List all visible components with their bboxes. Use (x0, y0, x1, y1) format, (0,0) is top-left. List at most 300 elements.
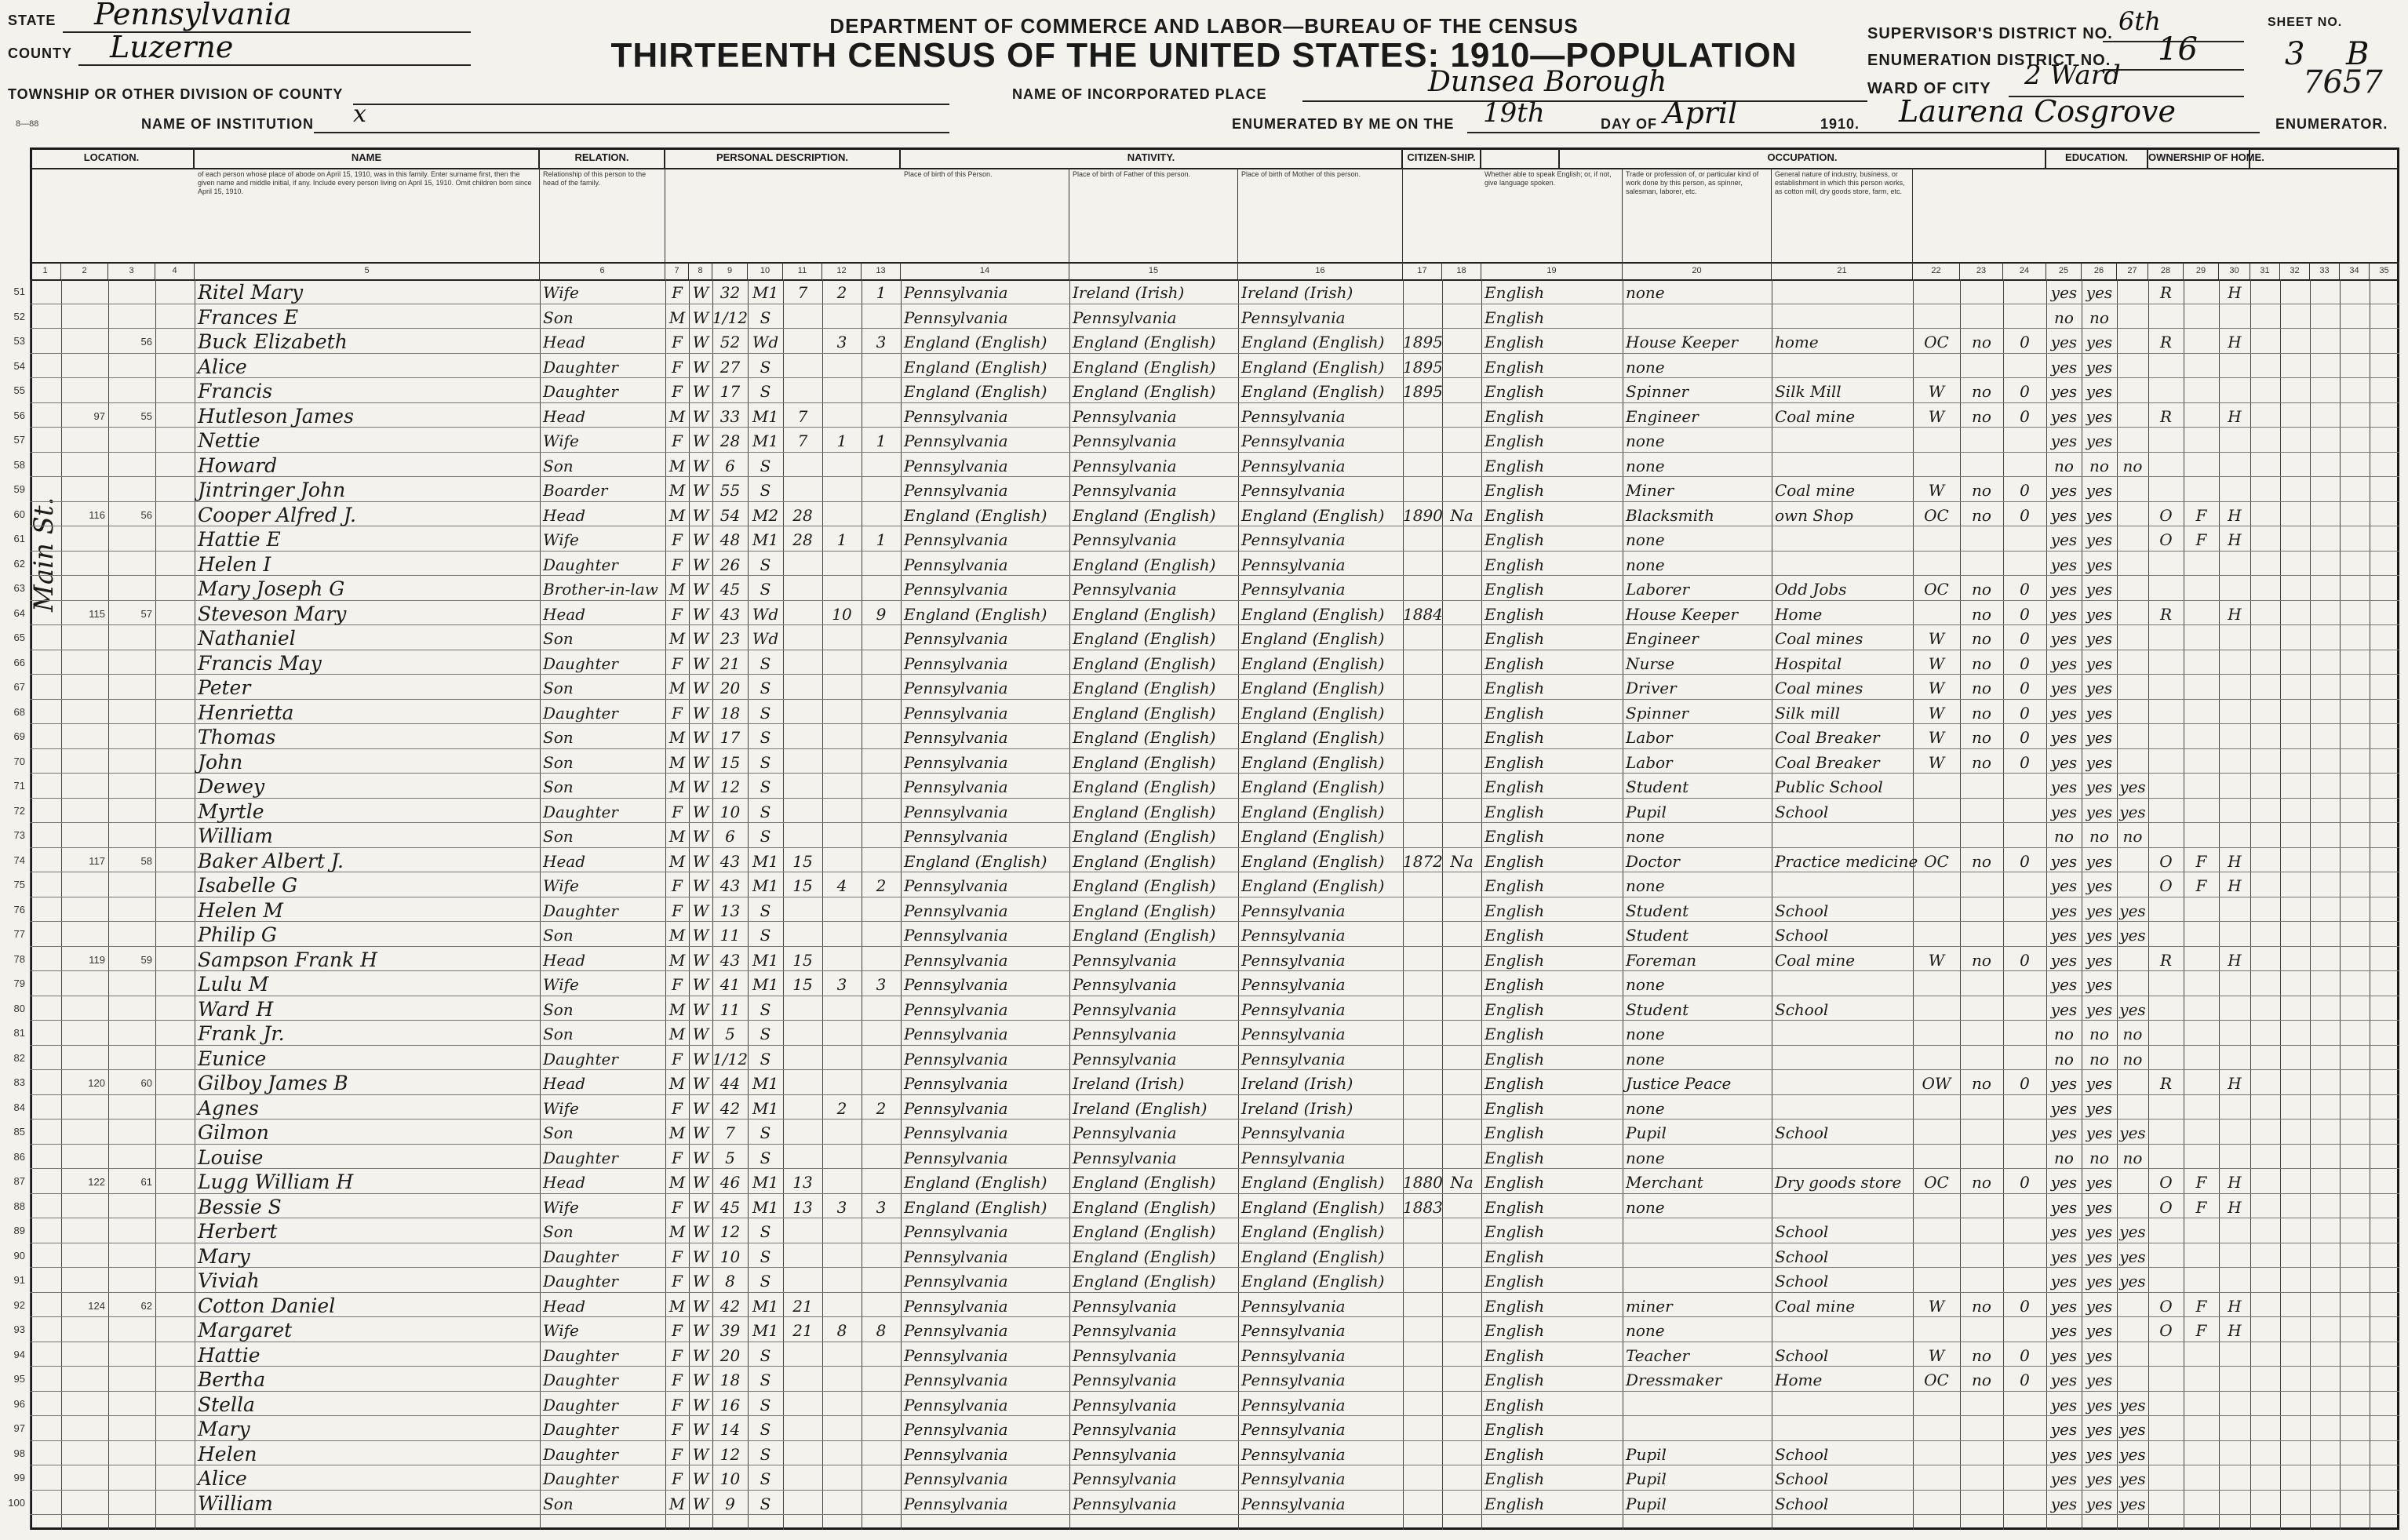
cell-bp: Pennsylvania (904, 703, 1008, 723)
cell-name: Alice (198, 355, 247, 378)
cell-sex: F (672, 1272, 683, 1291)
cell-children-born (822, 947, 862, 971)
cell-age: 52 (719, 333, 741, 351)
cell-trade (1623, 1218, 1772, 1243)
cell-children-born (822, 650, 862, 675)
cell-street (30, 477, 61, 501)
table-row (13, 279, 2399, 304)
cell-dwelling (61, 675, 108, 699)
cell-race: W (692, 679, 709, 697)
enumeration-district-underline (2103, 69, 2244, 71)
cell-lang: English (1485, 1395, 1545, 1414)
cell-bm: England (English) (1241, 1173, 1385, 1192)
cell-weeks (2003, 774, 2046, 798)
cell-marital: M1 (752, 1098, 779, 1118)
cell-farm (2219, 1218, 2250, 1243)
cell-farm (2219, 625, 2250, 650)
cell-years-married (783, 552, 822, 576)
cell-industry: home (1775, 333, 1819, 351)
cell-sex: M (668, 1123, 686, 1142)
cell-name: Henrietta (198, 701, 294, 724)
cell-children-born (822, 1441, 862, 1465)
cell-industry (1772, 1046, 1913, 1070)
cell-relation: Head (543, 1296, 586, 1316)
cell-bm: Pennsylvania (1241, 1444, 1346, 1464)
cell-immig: 1895 (1403, 333, 1443, 351)
cell-children-born (822, 897, 862, 922)
line-number: 76 (13, 903, 25, 916)
cell-bp: Pennsylvania (904, 1074, 1008, 1093)
line-number: 54 (13, 359, 25, 372)
cell-immig (1403, 1046, 1442, 1070)
cell-write: yes (2086, 999, 2113, 1019)
cell-children-living (862, 1070, 901, 1094)
cell-sex: F (672, 975, 683, 994)
line-number: 92 (13, 1298, 25, 1311)
cell-bp: Pennsylvania (904, 283, 1008, 302)
cell-farm (2219, 304, 2250, 329)
cell-years-married (783, 1268, 822, 1292)
enumeration-label: ENUMERATION DISTRICT NO. (1867, 52, 2111, 69)
cell-relation: Wife (543, 283, 579, 302)
cell-immig (1403, 922, 1442, 946)
cell-dwelling: 117 (89, 854, 105, 867)
cell-children-living (862, 1021, 901, 1045)
cell-bm: Pennsylvania (1241, 1395, 1346, 1414)
cell-age: 41 (719, 975, 741, 994)
cell-bp: Pennsylvania (904, 1148, 1008, 1167)
cell-name: Viviah (198, 1269, 260, 1292)
cell-lang: English (1485, 456, 1545, 475)
cell-own (2148, 724, 2184, 748)
cell-bp: Pennsylvania (904, 1444, 1008, 1464)
enumerator-label: ENUMERATOR. (2275, 116, 2388, 132)
cell-trade: Student (1626, 777, 1689, 796)
table-row (13, 576, 2399, 601)
line-number: 89 (13, 1225, 25, 1236)
cell-sex: M (668, 580, 686, 599)
cell-write: yes (2086, 406, 2113, 426)
cell-weeks (2003, 1243, 2046, 1268)
cell-children-born (822, 1021, 862, 1045)
cell-marital: S (760, 1123, 771, 1142)
cell-mort (2184, 823, 2219, 847)
cell-immig: 1883 (1403, 1197, 1443, 1217)
cell-age: 48 (719, 530, 741, 549)
table-row (13, 378, 2399, 403)
line-number: 91 (13, 1274, 25, 1286)
cell-read: yes (2050, 1371, 2078, 1389)
cell-out (1960, 1317, 2003, 1342)
cell-relation: Head (543, 1074, 586, 1093)
cell-relation: Son (543, 728, 574, 747)
cell-children-living (862, 477, 901, 501)
cell-read: yes (2050, 901, 2078, 920)
cell-trade: Pupil (1626, 1469, 1667, 1488)
cell-mort (2184, 1465, 2219, 1490)
cell-street (30, 304, 61, 329)
cell-bf: England (English) (1073, 926, 1216, 945)
cell-mort (2184, 897, 2219, 922)
column-number-weeks: 24 (2003, 262, 2046, 279)
cell-own: R (2159, 1074, 2173, 1093)
cell-marital: Wd (752, 629, 779, 648)
cell-read: yes (2050, 876, 2078, 895)
cell-years-married (783, 675, 822, 699)
cell-bm: England (English) (1241, 1272, 1385, 1291)
cell-relation: Daughter (543, 1469, 618, 1488)
cell-out: no (1972, 1074, 1991, 1093)
cell-mort (2184, 1095, 2219, 1120)
cell-own (2148, 1268, 2184, 1292)
cell-race: W (692, 629, 709, 648)
cell-worker: W (1928, 406, 1945, 426)
cell-children-living: 2 (876, 876, 887, 895)
cell-sex: M (668, 679, 686, 697)
cell-children-living (862, 552, 901, 576)
cell-children-born (822, 625, 862, 650)
cell-children-born (822, 922, 862, 946)
cell-relation: Daughter (543, 1345, 618, 1365)
cell-lang: English (1485, 901, 1545, 920)
cell-bp: Pennsylvania (904, 777, 1008, 796)
cell-weeks: 0 (2020, 1371, 2030, 1389)
cell-bp: England (English) (904, 1197, 1047, 1217)
cell-nat (1442, 1218, 1481, 1243)
cell-immig (1403, 576, 1442, 600)
department-heading: DEPARTMENT OF COMMERCE AND LABOR—BUREAU OF THE CENSUS (829, 14, 1579, 38)
cell-bp: Pennsylvania (904, 1420, 1008, 1439)
column-number-mort: 29 (2184, 262, 2219, 279)
cell-relation: Daughter (543, 1395, 618, 1414)
cell-bm: England (English) (1241, 333, 1385, 351)
cell-children-living (862, 922, 901, 946)
cell-read: yes (2050, 1123, 2078, 1142)
cell-immig: 1884 (1403, 604, 1443, 624)
cell-write: yes (2086, 1469, 2113, 1488)
cell-mort (2184, 1416, 2219, 1440)
cell-age: 12 (719, 1444, 741, 1464)
cell-bf: England (English) (1073, 333, 1216, 351)
cell-school (2117, 1095, 2148, 1120)
cell-children-living (862, 1243, 901, 1268)
cell-weeks (2003, 428, 2046, 452)
cell-name: Hattie (198, 1343, 260, 1367)
cell-out (1960, 1194, 2003, 1218)
cell-marital: S (760, 926, 771, 945)
cell-school (2117, 428, 2148, 452)
cell-weeks (2003, 1268, 2046, 1292)
cell-name: Baker Albert J. (198, 849, 344, 872)
cell-write: yes (2086, 728, 2113, 747)
group-heading-row (30, 147, 2399, 169)
cell-sex: F (672, 283, 683, 302)
cell-marital: M1 (752, 851, 779, 871)
cell-school (2117, 625, 2148, 650)
cell-dwelling (61, 477, 108, 501)
cell-bf: England (English) (1073, 629, 1216, 648)
cell-children-born (822, 552, 862, 576)
cell-dwelling: 120 (88, 1077, 105, 1089)
cell-weeks: 0 (2020, 950, 2030, 970)
cell-immig (1403, 304, 1442, 329)
cell-children-born (822, 1046, 862, 1070)
cell-street (30, 675, 61, 699)
cell-years-married: 7 (797, 406, 808, 426)
cell-children-living (862, 1218, 901, 1243)
cell-family (108, 1491, 155, 1515)
group-relation: RELATION. (540, 147, 665, 168)
cell-farm (2219, 799, 2250, 823)
cell-family (108, 279, 155, 304)
cell-trade: Engineer (1626, 406, 1699, 426)
cell-street (30, 1416, 61, 1440)
cell-farm: H (2228, 505, 2242, 525)
cell-dwelling (61, 1465, 108, 1490)
cell-write: yes (2086, 1420, 2113, 1439)
cell-relation: Daughter (543, 1247, 618, 1266)
cell-dwelling (61, 304, 108, 329)
cell-immig (1403, 279, 1442, 304)
table-row (13, 947, 2399, 972)
cell-bp: Pennsylvania (904, 802, 1008, 821)
cell-dwelling (61, 1095, 108, 1120)
column-number-own: 28 (2148, 262, 2184, 279)
cell-bf: Pennsylvania (1073, 1494, 1177, 1513)
cell-industry (1772, 453, 1913, 477)
cell-worker (1913, 1145, 1960, 1169)
cell-bp: Pennsylvania (904, 1296, 1008, 1316)
cell-age: 1/12 (712, 308, 748, 327)
cell-marital: S (760, 1025, 771, 1043)
column-number-relation: 6 (540, 262, 665, 279)
cell-school (2117, 477, 2148, 501)
cell-mort (2184, 304, 2219, 329)
cell-family (108, 428, 155, 452)
cell-mort (2184, 552, 2219, 576)
cell-trade: Student (1626, 999, 1689, 1019)
cell-children-born (822, 1268, 862, 1292)
cell-children-living (862, 749, 901, 774)
cell-children-living (862, 947, 901, 971)
cell-name: Ward H (198, 997, 274, 1021)
cell-relation: Daughter (543, 1420, 618, 1439)
cell-nat (1442, 799, 1481, 823)
line-number: 97 (13, 1422, 25, 1434)
cell-farm (2219, 1491, 2250, 1515)
cell-relation: Wife (543, 975, 579, 994)
cell-nat (1442, 1465, 1481, 1490)
cell-age: 6 (725, 827, 735, 846)
cell-school (2117, 552, 2148, 576)
cell-relation: Son (543, 679, 574, 697)
cell-own (2148, 1441, 2184, 1465)
cell-write: yes (2086, 1395, 2113, 1414)
cell-own (2148, 453, 2184, 477)
cell-own (2148, 675, 2184, 699)
cell-age: 5 (725, 1148, 735, 1167)
cell-marital: S (760, 1444, 771, 1464)
group-occupation: OCCUPATION. (1560, 147, 2046, 168)
cell-school (2117, 1169, 2148, 1193)
cell-read: yes (2050, 382, 2078, 401)
cell-bf: England (English) (1073, 1247, 1216, 1266)
cell-nat (1442, 1392, 1481, 1416)
cell-family (108, 1243, 155, 1268)
cell-trade: none (1626, 1049, 1665, 1069)
cell-bm: England (English) (1241, 752, 1385, 772)
table-row (13, 749, 2399, 774)
cell-age: 43 (719, 604, 741, 624)
line-number: 71 (13, 780, 25, 792)
cell-school: yes (2119, 1222, 2146, 1241)
cell-industry: Coal mines (1775, 679, 1863, 697)
cell-dwelling (61, 774, 108, 798)
cell-industry: Coal mine (1775, 950, 1856, 970)
cell-bm: Ireland (Irish) (1241, 1074, 1353, 1093)
cell-mort (2184, 700, 2219, 724)
cell-age: 17 (719, 382, 741, 401)
cell-lang: English (1485, 530, 1545, 549)
cell-out: no (1972, 728, 1991, 747)
cell-farm (2219, 996, 2250, 1021)
cell-children-born (822, 1120, 862, 1144)
column-description-row (30, 168, 2399, 264)
cell-age: 43 (719, 876, 741, 895)
cell-lang: English (1485, 357, 1545, 377)
cell-immig (1403, 724, 1442, 748)
column-number-e3: 33 (2310, 262, 2340, 279)
cell-school: yes (2119, 1444, 2146, 1464)
cell-trade: none (1626, 555, 1665, 574)
cell-bf: England (English) (1073, 901, 1216, 920)
cell-dwelling: 124 (88, 1299, 105, 1312)
cell-farm (2219, 1342, 2250, 1367)
cell-write: yes (2086, 950, 2113, 970)
cell-own (2148, 428, 2184, 452)
cell-bp: Pennsylvania (904, 1123, 1008, 1142)
cell-immig (1403, 1293, 1442, 1317)
table-row (13, 700, 2399, 725)
cell-sex: M (668, 629, 686, 648)
cell-mort (2184, 1342, 2219, 1367)
cell-age: 32 (719, 283, 741, 302)
sheet-label: SHEET NO. (2268, 16, 2343, 29)
cell-age: 23 (719, 629, 741, 648)
cell-read: yes (2050, 555, 2078, 574)
cell-mort (2184, 453, 2219, 477)
cell-race: W (692, 1074, 709, 1093)
cell-sex: M (668, 752, 686, 772)
cell-trade: miner (1626, 1296, 1673, 1316)
cell-name: Herbert (198, 1220, 278, 1243)
cell-write: yes (2086, 901, 2113, 920)
cell-write: yes (2086, 1321, 2113, 1340)
cell-relation: Daughter (543, 357, 618, 377)
cell-weeks (2003, 799, 2046, 823)
incorporated-label: NAME OF INCORPORATED PLACE (1012, 86, 1267, 102)
cell-street (30, 848, 61, 872)
cell-school (2117, 329, 2148, 353)
cell-read: yes (2050, 1395, 2078, 1414)
cell-own: O (2159, 505, 2173, 525)
cell-lang: English (1485, 481, 1545, 500)
column-number-industry: 21 (1772, 262, 1913, 279)
cell-own (2148, 354, 2184, 378)
cell-write: yes (2086, 1222, 2113, 1241)
cell-dwelling (61, 378, 108, 402)
cell-race: W (692, 752, 709, 772)
cell-trade: Laborer (1626, 580, 1690, 599)
cell-dwelling (61, 1342, 108, 1367)
cell-read: yes (2050, 580, 2078, 599)
cell-race: W (692, 283, 709, 302)
line-number: 58 (13, 458, 25, 471)
cell-immig (1403, 823, 1442, 847)
cell-relation: Daughter (543, 1272, 618, 1291)
cell-school (2117, 1342, 2148, 1367)
cell-read: yes (2050, 406, 2078, 426)
cell-lang: English (1485, 1345, 1545, 1365)
cell-marital: M1 (752, 1074, 779, 1093)
cell-out (1960, 799, 2003, 823)
ward-underline (2009, 96, 2244, 97)
cell-farm: H (2228, 1321, 2242, 1340)
cell-farm (2219, 971, 2250, 996)
table-row (13, 354, 2399, 379)
cell-race: W (692, 604, 709, 624)
column-number-out: 23 (1960, 262, 2003, 279)
cell-worker (1913, 996, 1960, 1021)
cell-name: Lulu M (198, 973, 269, 996)
cell-street (30, 749, 61, 774)
state-value: Pennsylvania (94, 0, 292, 31)
cell-street (30, 996, 61, 1021)
cell-own: O (2159, 851, 2173, 871)
cell-own (2148, 799, 2184, 823)
cell-mort (2184, 576, 2219, 600)
cell-write: yes (2086, 926, 2113, 945)
cell-immig (1403, 1392, 1442, 1416)
cell-industry: Home (1775, 604, 1823, 624)
cell-bm: Pennsylvania (1241, 950, 1346, 970)
cell-weeks (2003, 996, 2046, 1021)
cell-mort (2184, 1218, 2219, 1243)
cell-write: no (2089, 1148, 2109, 1167)
census-title: THIRTEENTH CENSUS OF THE UNITED STATES: 1910—POPULATION (610, 36, 1798, 75)
table-row (13, 601, 2399, 626)
cell-out: no (1972, 1345, 1991, 1365)
cell-industry: Coal Breaker (1775, 728, 1880, 747)
cell-mort: F (2195, 876, 2207, 895)
cell-bp: England (English) (904, 1173, 1047, 1192)
cell-nat: Na (1450, 1173, 1474, 1192)
cell-weeks (2003, 872, 2046, 897)
cell-children-born (822, 1465, 862, 1490)
cell-own: O (2159, 1197, 2173, 1217)
cell-family (108, 823, 155, 847)
cell-relation: Son (543, 1222, 574, 1241)
cell-street (30, 971, 61, 996)
cell-mort (2184, 1491, 2219, 1515)
line-number: 82 (13, 1051, 25, 1064)
cell-industry: School (1775, 1123, 1829, 1142)
cell-own (2148, 1145, 2184, 1169)
cell-lang: English (1485, 679, 1545, 697)
cell-relation: Son (543, 1494, 574, 1513)
line-number: 65 (13, 632, 25, 643)
cell-nat (1442, 1491, 1481, 1515)
